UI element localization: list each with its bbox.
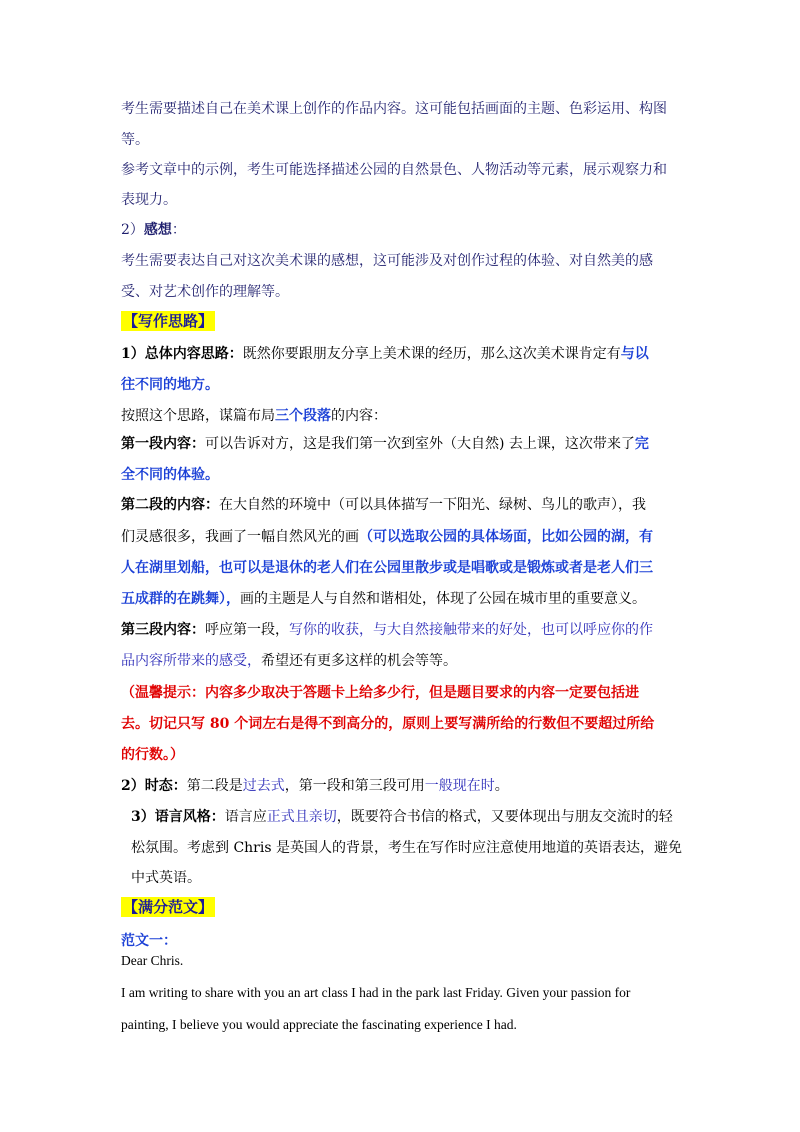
para2-label: 第二段的内容： [121, 497, 219, 513]
tip-line-2: 去。切记只写 80 个词左右是得不到高分的，原则上要写满所给的行数但不要超过所给 [121, 716, 655, 732]
overall-line-1 [121, 344, 649, 364]
overall-text: 既然你要跟朋友分享上美术课的经历，那么这次美术课肯定有 [242, 346, 621, 362]
para2-text-4: 画的主题是人与自然和谐相处，体现了公园在城市里的重要意义。 [240, 591, 646, 607]
para3-label: 第三段内容： [121, 622, 205, 638]
intro-line-2: 等。 [121, 132, 149, 148]
para2-text-2: 们灵感很多，我画了一幅自然风光的画 [121, 529, 359, 545]
para1-line-2: 全不同的体验。 [121, 467, 219, 483]
overall-highlight-1: 与以 [620, 346, 649, 362]
overall-line-2: 往不同的地方。 [121, 377, 219, 393]
layout-text-c: 的内容： [331, 408, 387, 424]
para1-highlight-1: 完 [634, 436, 649, 452]
essay-line-2: painting, I believe you would appreciate the fascinating experience I had. [121, 1017, 517, 1032]
para1-label: 第一段内容： [121, 436, 205, 452]
intro-line-4: 表现力。 [121, 192, 177, 208]
overall-label: 1）总体内容思路： [121, 346, 243, 362]
intro-line-1: 考生需要描述自己在美术课上创作的作品内容。这可能包括画面的主题、色彩运用、构图 [121, 101, 667, 117]
para2-line-3: 人在湖里划船，也可以是退休的老人们在公园里散步或是唱歌或是锻炼或者是老人们三 [121, 560, 653, 576]
essay-label: 范文一： [121, 933, 177, 949]
para3-blue-b: 写你的收获，与大自然接触带来的好处，也可以呼应你的作 [289, 622, 653, 638]
para3-line-1 [121, 620, 653, 640]
tense-text-a: 第二段是 [186, 778, 243, 794]
para2-line-1 [121, 495, 646, 515]
section-title-model-essay: 【满分范文】 [123, 898, 214, 916]
tense-present: 一般现在时 [424, 778, 495, 794]
tense-label: 2）时态： [121, 778, 187, 794]
style-line-3: 中式英语。 [131, 870, 201, 886]
para2-line-4 [121, 589, 646, 609]
para1-line-1 [121, 434, 649, 454]
para2-text-1: 在大自然的环境中（可以具体描写一下阳光、绿树、鸟儿的歌声），我 [219, 497, 646, 513]
ganxiang-number: 2） [121, 222, 144, 238]
para3-line-2 [121, 651, 457, 671]
ganxiang-heading [121, 220, 186, 240]
para3-text-a: 呼应第一段， [205, 622, 289, 638]
style-text-c: ，既要符合书信的格式，又要体现出与朋友交流时的轻 [336, 809, 673, 825]
tense-text-e: 。 [494, 778, 509, 794]
style-text-a: 语言应 [224, 809, 267, 825]
para2-highlight-2: （可以选取公园的具体场面，比如公园的湖，有 [359, 529, 653, 545]
ganxiang-line-2: 受、对艺术创作的理解等。 [121, 284, 289, 300]
intro-line-3: 参考文章中的示例，考生可能选择描述公园的自然景色、人物活动等元素，展示观察力和 [121, 162, 667, 178]
style-formal: 正式且亲切 [266, 809, 337, 825]
tense-line [121, 776, 509, 796]
essay-greeting: Dear Chris. [121, 953, 184, 968]
ganxiang-line-1: 考生需要表达自己对这次美术课的感想，这可能涉及对创作过程的体验、对自然美的感 [121, 253, 653, 269]
tip-line-3: 的行数。） [121, 747, 184, 763]
tip-line-1: （温馨提示：内容多少取决于答题卡上给多少行，但是题目要求的内容一定要包括进 [121, 685, 639, 701]
essay-line-1: I am writing to share with you an art class I had in the park last Friday. Given your passion for [121, 985, 631, 1000]
para3-text-d: 希望还有更多这样的机会等等。 [261, 653, 457, 669]
ganxiang-colon: ： [171, 222, 186, 238]
tense-text-c: ，第一段和第三段可用 [284, 778, 425, 794]
layout-line [121, 406, 387, 426]
layout-highlight: 三个段落 [275, 408, 331, 424]
ganxiang-title: 感想 [143, 222, 172, 238]
para2-highlight-4: 五成群的在跳舞）， [121, 591, 240, 607]
section-heading-writing-approach [121, 311, 215, 332]
style-label: 3）语言风格： [131, 809, 225, 825]
layout-text-a: 按照这个思路，谋篇布局 [121, 408, 275, 424]
section-heading-model-essay [121, 897, 215, 918]
para2-line-2 [121, 527, 653, 547]
section-title-writing-approach: 【写作思路】 [123, 312, 214, 330]
para3-blue-c: 品内容所带来的感受， [121, 653, 261, 669]
style-line-2: 松氛围。考虑到 Chris 是英国人的背景，考生在写作时应注意使用地道的英语表达，避免 [131, 840, 682, 856]
tense-past: 过去式 [242, 778, 285, 794]
style-line-1 [131, 807, 673, 827]
para1-text: 可以告诉对方，这是我们第一次到室外（大自然) 去上课，这次带来了 [205, 436, 635, 452]
